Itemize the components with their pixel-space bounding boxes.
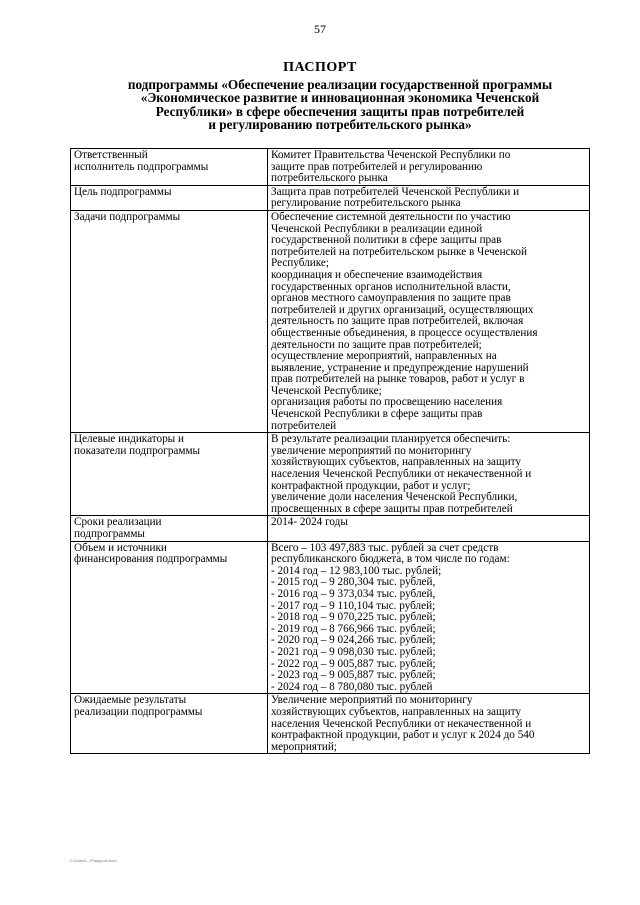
row-value-line: просвещенных в сфере защиты прав потребителей xyxy=(271,502,513,515)
row-value-line: 2014- 2024 годы xyxy=(271,516,348,529)
row-label-cell xyxy=(71,694,268,754)
row-value-line: - 2019 год – 8 766,966 тыс. рублей; xyxy=(271,622,436,635)
table-row xyxy=(71,210,590,432)
row-value-line: хозяйствующих субъектов, направленных на защиту xyxy=(271,456,521,469)
subtitle-line: и регулированию потребительского рынка» xyxy=(208,117,472,133)
row-value-line: Увеличение мероприятий по мониторингу xyxy=(271,694,473,707)
passport-table-body xyxy=(71,149,590,754)
row-value-line: Комитет Правительства Чеченской Республики по xyxy=(271,149,511,161)
row-value-line: контрафактной продукции, работ и услуг; xyxy=(271,479,471,492)
passport-table xyxy=(70,148,590,754)
row-value-line: государственной политики в сфере защиты прав xyxy=(271,234,502,247)
row-value-line: органов местного самоуправления по защите прав xyxy=(271,292,511,305)
row-value-cell xyxy=(268,149,590,186)
row-value-line: Чеченской Республики в сфере защиты прав xyxy=(271,408,483,421)
subtitle-line: подпрограммы «Обеспечение реализации государственной программы xyxy=(127,77,553,92)
row-label-line: подпрограммы xyxy=(74,528,145,540)
row-value-line: - 2018 год – 9 070,225 тыс. рублей; xyxy=(271,611,436,624)
row-value-line: организация работы по просвещению населения xyxy=(271,396,503,409)
row-label-cell xyxy=(71,210,268,432)
row-value-line: Чеченской Республике; xyxy=(271,384,382,397)
document-subtitle xyxy=(80,78,600,132)
row-value-line: - 2021 год – 9 098,030 тыс. рублей; xyxy=(271,645,436,658)
row-value-line: увеличение мероприятий по мониторингу xyxy=(271,444,472,457)
row-value-cell xyxy=(268,210,590,432)
row-value-cell xyxy=(268,694,590,754)
table-row xyxy=(71,541,590,694)
row-value-line: населения Чеченской Республики от некачественной и xyxy=(271,468,532,481)
table-row xyxy=(71,149,590,186)
table-row xyxy=(71,433,590,516)
row-label-line: Объем и источники xyxy=(74,541,167,554)
row-value-line: защите прав потребителей и регулированию xyxy=(271,160,483,173)
row-label-cell xyxy=(71,433,268,516)
row-value-line: республиканского бюджета, в том числе по годам: xyxy=(271,553,510,566)
subtitle-line: Республики» в сфере обеспечения защиты прав потребителей xyxy=(155,103,525,119)
table-row xyxy=(71,694,590,754)
row-value-cell xyxy=(268,433,590,516)
row-value-line: - 2024 год – 8 780,080 тыс. рублей xyxy=(271,680,433,693)
row-value-line: - 2022 год – 9 005,887 тыс. рублей; xyxy=(271,657,436,670)
row-value-cell xyxy=(268,185,590,210)
row-value-line: прав потребителей на рынке товаров, работ и услуг в xyxy=(271,373,525,386)
table-row xyxy=(71,516,590,541)
row-value-line: государственных органов исполнительной власти, xyxy=(271,280,511,293)
row-value-line: - 2023 год – 9 005,887 тыс. рублей; xyxy=(271,669,436,682)
row-value-line: В результате реализации планируется обеспечить: xyxy=(271,433,511,446)
row-value-line: контрафактной продукции, работ и услуг к 2024 до 540 xyxy=(271,729,535,742)
row-label-line: финансирования подпрограммы xyxy=(74,553,228,566)
row-label-line: Задачи подпрограммы xyxy=(74,210,181,223)
row-value-line: потребителей xyxy=(271,419,337,432)
subtitle-line: «Экономическое развитие и инновационная экономика Чеченской xyxy=(140,90,540,106)
row-value-line: - 2015 год – 9 280,304 тыс. рублей, xyxy=(271,576,436,589)
row-value-line: общественные объединения, в процессе осуществления xyxy=(271,326,538,339)
row-value-line: Республике; xyxy=(271,257,329,270)
row-value-line: Обеспечение системной деятельности по участию xyxy=(271,210,511,223)
row-value-line: - 2017 год – 9 110,104 тыс. рублей; xyxy=(271,599,436,612)
row-label-cell xyxy=(71,516,268,541)
row-value-line: Защита прав потребителей Чеченской Республики и xyxy=(271,185,520,198)
row-value-line: Чеченской Республики в реализации единой xyxy=(271,222,483,235)
row-label-cell xyxy=(71,185,268,210)
row-label-line: Цель подпрограммы xyxy=(74,185,172,198)
row-value-line: хозяйствующих субъектов, направленных на защиту xyxy=(271,705,521,718)
row-value-line: деятельность по защите прав потребителей, включая xyxy=(271,315,524,328)
row-value-line: - 2016 год – 9 373,034 тыс. рублей, xyxy=(271,587,436,600)
row-label-line: Ответственный xyxy=(74,149,148,161)
footer-file-path: C:\Users\...\Paspport.docx xyxy=(70,858,117,863)
row-label-line: исполнитель подпрограммы xyxy=(74,160,209,173)
row-label-cell xyxy=(71,541,268,694)
row-value-line: потребителей на потребительском рынке в Чеченской xyxy=(271,245,528,258)
row-value-line: потребителей и других организаций, осуществляющих xyxy=(271,303,534,316)
row-label-line: показатели подпрограммы xyxy=(74,444,201,457)
row-label-line: Сроки реализации xyxy=(74,516,162,529)
row-label-line: Ожидаемые результаты xyxy=(74,694,187,707)
table-row xyxy=(71,185,590,210)
row-label-line: реализации подпрограммы xyxy=(74,705,203,718)
row-value-line: потребительского рынка xyxy=(271,172,388,185)
row-label-line: Целевые индикаторы и xyxy=(74,433,184,446)
row-value-line: мероприятий; xyxy=(271,740,337,753)
row-value-line: - 2014 год – 12 983,100 тыс. рублей; xyxy=(271,564,442,577)
page-number: 57 xyxy=(314,22,326,36)
row-value-line: Всего – 103 497,883 тыс. рублей за счет средств xyxy=(271,541,499,554)
row-value-line: выявление, устранение и предупреждение нарушений xyxy=(271,361,529,374)
row-value-line: - 2020 год – 9 024,266 тыс. рублей; xyxy=(271,634,436,647)
row-value-line: координация и обеспечение взаимодействия xyxy=(271,268,483,281)
row-value-line: осуществление мероприятий, направленных на xyxy=(271,350,497,363)
row-value-line: увеличение доли населения Чеченской Республики, xyxy=(271,491,518,504)
row-value-line: населения Чеченской Республики от некачественной и xyxy=(271,717,532,730)
row-label-cell xyxy=(71,149,268,186)
document-title: ПАСПОРТ xyxy=(283,60,357,75)
row-value-line: деятельности по защите прав потребителей; xyxy=(271,338,482,351)
row-value-cell xyxy=(268,541,590,694)
row-value-cell xyxy=(268,516,590,541)
row-value-line: регулирование потребительского рынка xyxy=(271,197,461,210)
